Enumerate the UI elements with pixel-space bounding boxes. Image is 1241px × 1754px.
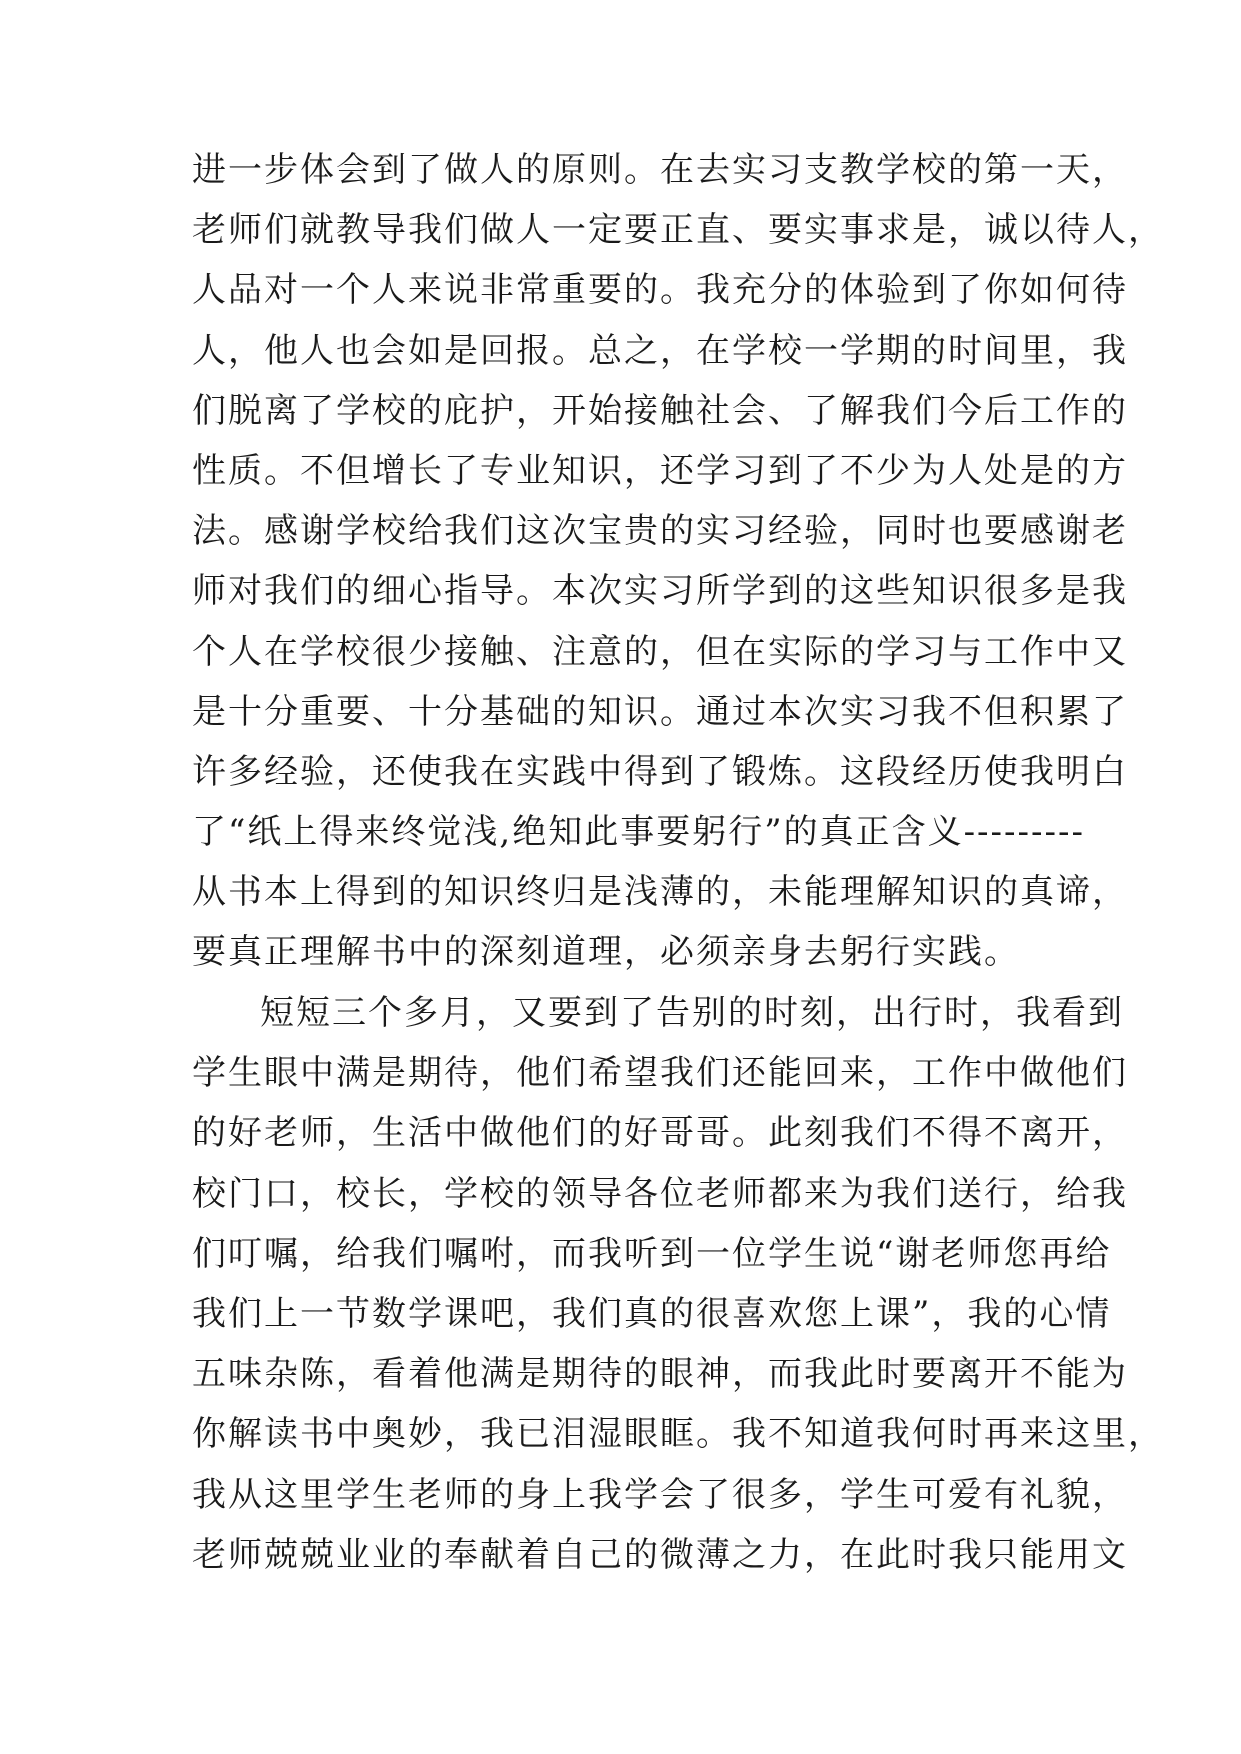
paragraph-line: 校门口，校长，学校的领导各位老师都来为我们送行，给我	[192, 1173, 1128, 1214]
paragraph-line: 你解读书中奥妙，我已泪湿眼眶。我不知道我何时再来这里，	[192, 1414, 1164, 1455]
paragraph-line: 短短三个多月，又要到了告别的时刻，出行时，我看到	[260, 993, 1124, 1033]
paragraph-line: 要真正理解书中的深刻道理，必须亲身去躬行实践。	[192, 932, 1020, 973]
paragraph-line: 老师们就教导我们做人一定要正直、要实事求是，诚以待人，	[192, 210, 1164, 251]
paragraph-line: 五味杂陈，看着他满是期待的眼神，而我此时要离开不能为	[192, 1354, 1128, 1395]
paragraph-line: 老师兢兢业业的奉献着自己的微薄之力，在此时我只能用文	[192, 1534, 1128, 1575]
paragraph-line: 们叮嘱，给我们嘱咐，而我听到一位学生说“谢老师您再给	[192, 1233, 1112, 1274]
paragraph-line: 们脱离了学校的庇护，开始接触社会、了解我们今后工作的	[192, 390, 1128, 431]
paragraph-line: 了“纸上得来终觉浅,绝知此事要躬行”的真正含义---------	[192, 812, 1085, 853]
paragraph-line: 法。感谢学校给我们这次宝贵的实习经验，同时也要感谢老	[192, 511, 1128, 552]
paragraph-line: 从书本上得到的知识终归是浅薄的，未能理解知识的真谛，	[192, 872, 1128, 913]
paragraph-line: 学生眼中满是期待，他们希望我们还能回来，工作中做他们	[192, 1053, 1128, 1094]
paragraph-line: 我从这里学生老师的身上我学会了很多，学生可爱有礼貌，	[192, 1474, 1128, 1515]
paragraph-line: 进一步体会到了做人的原则。在去实习支教学校的第一天，	[192, 150, 1128, 190]
paragraph-line: 人品对一个人来说非常重要的。我充分的体验到了你如何待	[192, 270, 1128, 311]
paragraph-line: 个人在学校很少接触、注意的，但在实际的学习与工作中又	[192, 631, 1128, 672]
paragraph-line: 人，他人也会如是回报。总之，在学校一学期的时间里，我	[192, 330, 1128, 371]
paragraph-line: 的好老师，生活中做他们的好哥哥。此刻我们不得不离开，	[192, 1113, 1128, 1154]
paragraph-line: 许多经验，还使我在实践中得到了锻炼。这段经历使我明白	[192, 751, 1128, 792]
paragraph-2	[192, 983, 1164, 1585]
paragraph-line: 师对我们的细心指导。本次实习所学到的这些知识很多是我	[192, 571, 1128, 612]
paragraph-line: 性质。不但增长了专业知识，还学习到了不少为人处是的方	[192, 450, 1128, 491]
paragraph-line: 我们上一节数学课吧，我们真的很喜欢您上课”，我的心情	[192, 1293, 1112, 1334]
paragraph-1	[192, 140, 1164, 983]
paragraph-line: 是十分重要、十分基础的知识。通过本次实习我不但积累了	[192, 691, 1128, 732]
